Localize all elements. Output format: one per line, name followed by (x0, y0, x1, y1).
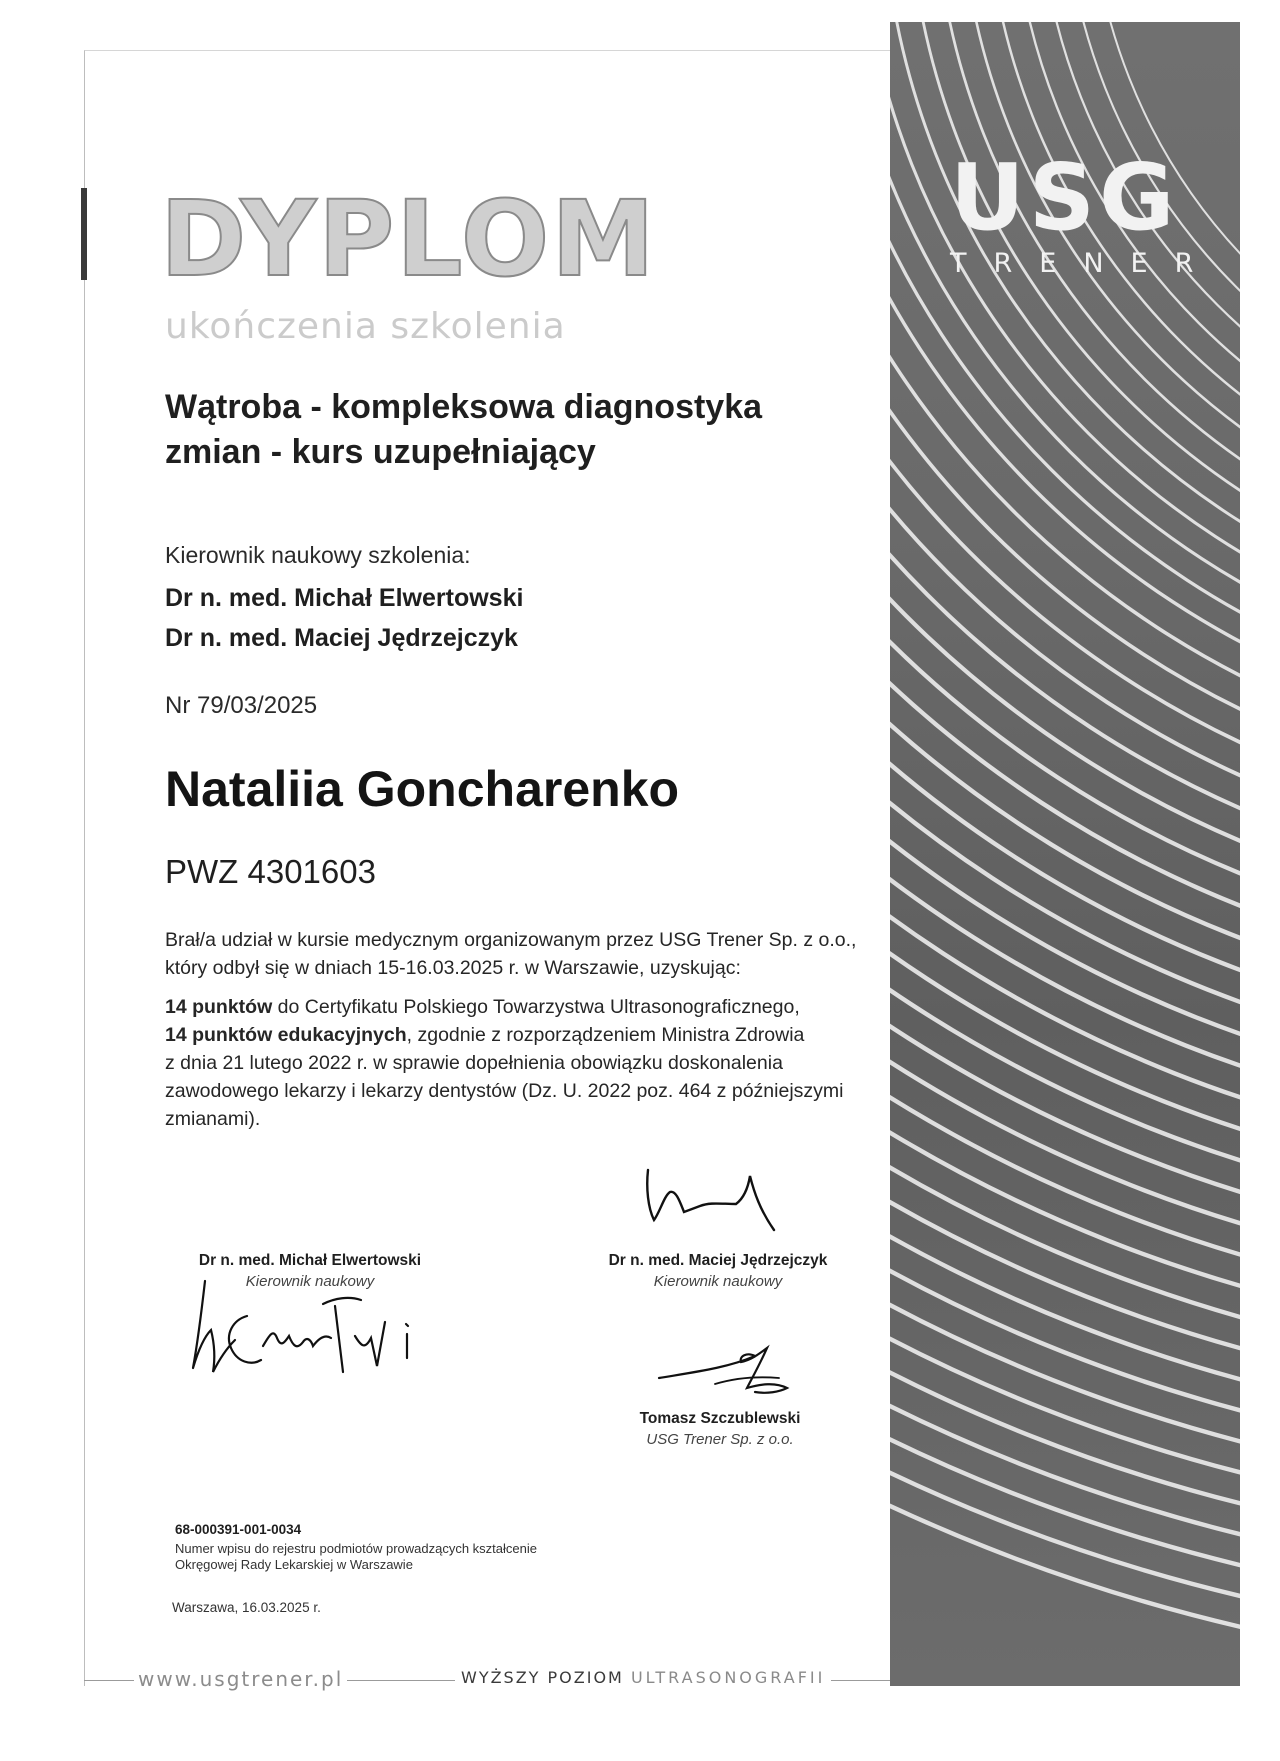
participant-name: Nataliia Goncharenko (165, 761, 680, 817)
points-highlight: 14 punktów edukacyjnych (165, 1024, 407, 1046)
document-subtitle: ukończenia szkolenia (165, 306, 566, 347)
decorative-band (890, 22, 1240, 1686)
brand-logo (890, 132, 1240, 292)
decorative-arc (890, 22, 1240, 692)
paragraph-line: z dnia 21 lutego 2022 r. w sprawie dopełnienia obowiązku doskonalenia (165, 1052, 783, 1074)
paragraph-line: który odbył się w dniach 15-16.03.2025 r. w Warszawie, uzyskując: (165, 957, 741, 979)
brand-logo-subtitle: TRENER (950, 248, 1221, 279)
course-title-line: zmian - kurs uzupełniający (165, 433, 596, 471)
signatory-role: USG Trener Sp. z o.o. (646, 1431, 794, 1448)
slogan-strong: ULTRASONOGRAFII (630, 1668, 826, 1687)
paragraph-line (165, 993, 905, 1021)
certificate-number: Nr 79/03/2025 (165, 692, 318, 719)
paragraph-text: , zgodnie z rozporządzeniem Ministra Zdrowia (406, 1024, 805, 1046)
paragraph-line: zawodowego lekarzy i lekarzy dentystów (Dz. U. 2022 poz. 464 z późniejszymi (165, 1080, 844, 1102)
document-title: DYPLOM (160, 178, 657, 300)
signatory-name: Dr n. med. Maciej Jędrzejczyk (608, 1252, 828, 1269)
signature-jedrzejczyk (640, 1168, 790, 1248)
scientific-lead-name: Dr n. med. Maciej Jędrzejczyk (165, 624, 518, 652)
place-and-date: Warszawa, 16.03.2025 r. (172, 1600, 321, 1615)
course-title (165, 385, 885, 475)
footer-website-link[interactable]: www.usgtrener.pl (134, 1667, 347, 1691)
title-accent-bar (81, 188, 87, 280)
signature-block-right (583, 1252, 853, 1290)
signatory-role: Kierownik naukowy (653, 1273, 783, 1290)
scientific-lead-label: Kierownik naukowy szkolenia: (165, 542, 471, 568)
points-paragraph (165, 993, 905, 1133)
attendance-paragraph (165, 926, 905, 982)
brand-logo-mark: USG (950, 144, 1179, 251)
registry-description: Numer wpisu do rejestru podmiotów prowadzących kształcenie Okręgowej Rady Lekarskiej w Warszawie (175, 1541, 537, 1572)
course-title-line: Wątroba - kompleksowa diagnostyka (165, 388, 763, 426)
paragraph-text: do Certyfikatu Polskiego Towarzystwa Ultrasonograficznego, (272, 996, 800, 1018)
paragraph-line (165, 1021, 905, 1049)
signature-elwertowski (185, 1276, 435, 1396)
registry-number: 68-000391-001-0034 (175, 1522, 302, 1537)
signatory-name: Tomasz Szczublewski (639, 1410, 801, 1427)
participant-license: PWZ 4301603 (165, 853, 376, 890)
footer-slogan (455, 1668, 831, 1687)
slogan-plain: WYŻSZY POZIOM (461, 1668, 624, 1687)
paragraph-line: zmianami). (165, 1108, 261, 1130)
points-highlight: 14 punktów (165, 996, 273, 1018)
signature-szczublewski (655, 1326, 805, 1406)
signatory-role: Kierownik naukowy (245, 1273, 375, 1290)
signature-block-bottom (610, 1410, 830, 1448)
signatory-name: Dr n. med. Michał Elwertowski (198, 1252, 422, 1269)
scientific-lead-name: Dr n. med. Michał Elwertowski (165, 584, 524, 612)
paragraph-line: Brał/a udział w kursie medycznym organizowanym przez USG Trener Sp. z o.o., (165, 929, 857, 951)
